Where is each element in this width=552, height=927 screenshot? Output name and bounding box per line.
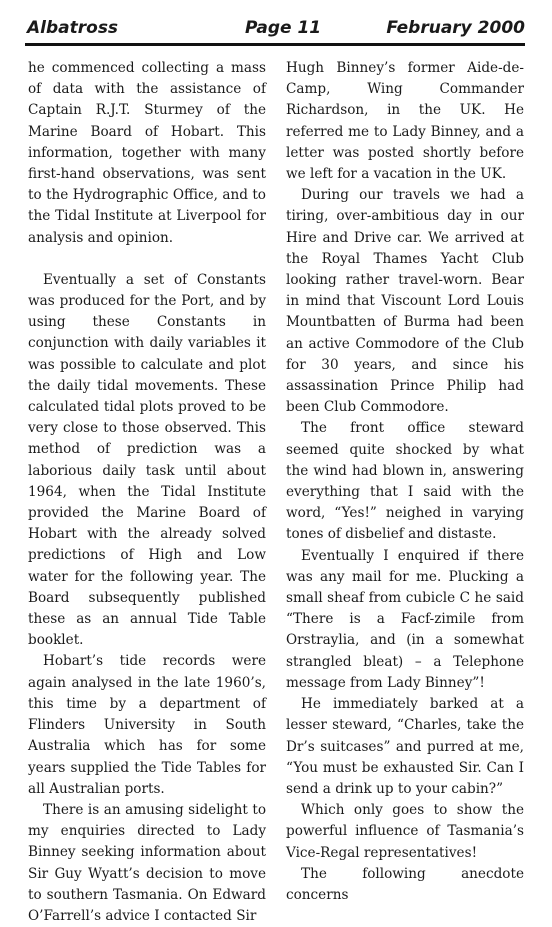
page-header: [25, 14, 525, 42]
issue-date: February 2000: [386, 18, 525, 38]
paragraph: The following anecdote concerns: [286, 865, 524, 903]
paragraph: There is an amusing sidelight to my enquiries directed to Lady Binney seeking information about Sir Guy Wyatt’s decision to move to southern Tasmania. On Edward O’Farrell’s advice I contacted Sir: [28, 801, 266, 924]
publication-title: Albatross: [27, 18, 119, 38]
header-rule: [25, 43, 525, 46]
right-column: [286, 58, 524, 906]
paragraph: Which only goes to show the powerful influence of Tasmania’s Vice-Regal representatives!: [286, 802, 524, 861]
paragraph: He immediately barked at a lesser steward, “Charles, take the Dr’s suitcases” and purred at me, “You must be exhausted Sir. Can I send a drink up to your cabin?”: [286, 696, 524, 797]
paragraph: The front office steward seemed quite shocked by what the wind had blown in, answering everything that I said with the word, “Yes!” neighed in varying tones of disbelief and distaste.: [286, 420, 524, 543]
paragraph: Hobart’s tide records were again analysed in the late 1960’s, this time by a department of Flinders University in South Australia which has for some years supplied the Tide Tables for all Australian ports.: [28, 653, 266, 797]
paragraph: Hugh Binney’s former Aide-de-Camp, Wing Commander Richardson, in the UK. He referred me to Lady Binney, and a letter was posted shortly before we left for a vacation in the UK.: [286, 60, 524, 183]
paragraph: Eventually I enquired if there was any mail for me. Plucking a small sheaf from cubicle C he said “There is a Facf-zimile from Orstraylia, and (in a somewhat strangled bleat) – a Telephone message from Lady Binney”!: [286, 547, 524, 691]
left-column: [28, 58, 266, 927]
paragraph: he commenced collecting a mass of data with the assistance of Captain R.J.T. Sturmey of the Marine Board of Hobart. This information, together with many first-hand observations, was sent to the Hydrographic Office, and to the Tidal Institute at Liverpool for analysis and opinion.: [28, 60, 266, 246]
page-number: Page 11: [245, 18, 322, 38]
paragraph: During our travels we had a tiring, over-ambitious day in our Hire and Drive car. We arrived at the Royal Thames Yacht Club looking rather travel-worn. Bear in mind that Viscount Lord Louis Mountbatten of Burma had been an active Commodore of the Club for 30 years, and since his assassination Prince Philip had been Club Commodore.: [286, 187, 524, 416]
paragraph: Eventually a set of Constants was produced for the Port, and by using these Constants in conjunction with daily variables it was possible to calculate and plot the daily tidal movements. These calculated tidal plots proved to be very close to those observed. This method of prediction was a laborious daily task until about 1964, when the Tidal Institute provided the Marine Board of Hobart with the already solved predictions of High and Low water for the following year. The Board subsequently published these as an annual Tide Table booklet.: [28, 271, 266, 649]
